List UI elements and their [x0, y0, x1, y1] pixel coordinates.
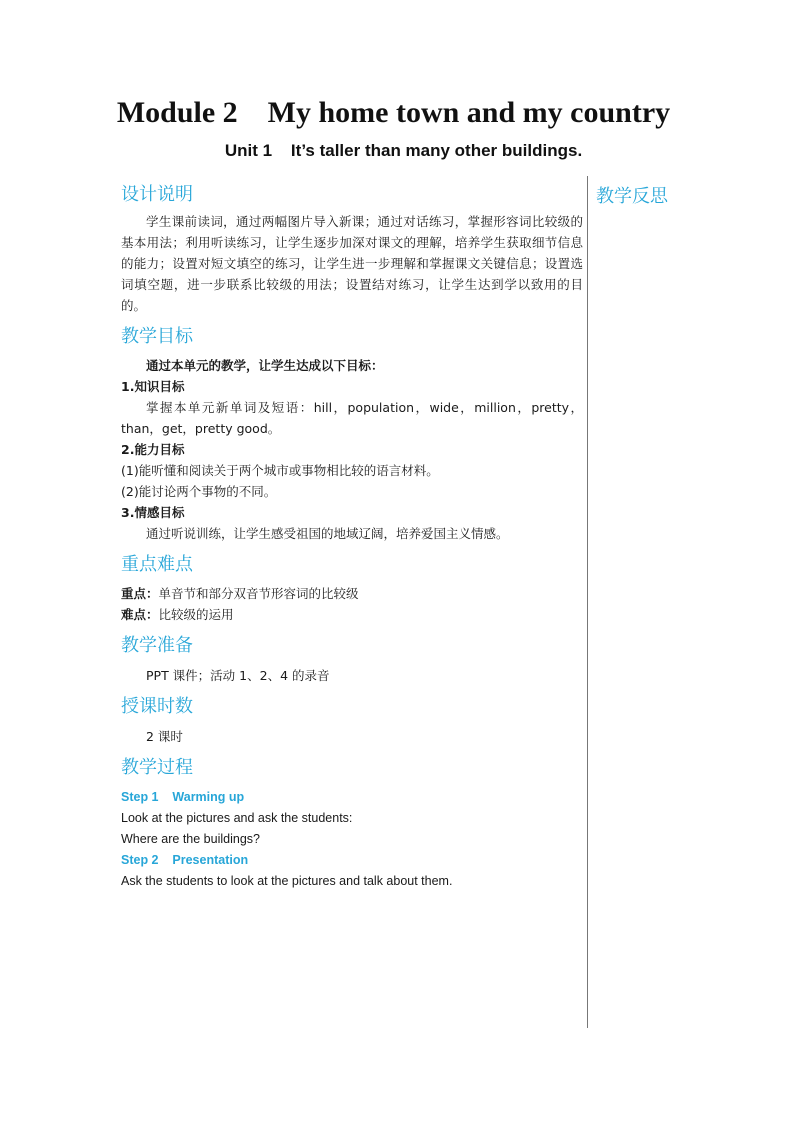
- step-1-label: Step 1 Warming up: [121, 790, 245, 804]
- ability-label: 2.能力目标: [121, 442, 185, 457]
- column-divider: [587, 176, 588, 1028]
- difficult-point-line: [121, 604, 583, 625]
- process-heading: 教学过程: [121, 757, 193, 778]
- lesson-plan-body: [121, 182, 583, 892]
- design-text: 学生课前读词，通过两幅图片导入新课；通过对话练习，掌握形容词比较级的基本用法；利用听读练习，让学生逐步加深对课文的理解，培养学生获取细节信息的能力；设置对短文填空的练习，让学生进一步理解和掌握课文关键信息；设置选词填空题，进一步联系比较级的用法；设置结对练习，让学生达到学以致用的目的。: [121, 214, 583, 313]
- key-point-line: [121, 583, 583, 604]
- step-2-line-1: Ask the students to look at the pictures and talk about them.: [121, 874, 453, 888]
- hours-text: 2 课时: [146, 729, 183, 744]
- knowledge-text: 掌握本单元新单词及短语：hill，population，wide，million，pretty，than，get，pretty good。: [121, 400, 583, 436]
- reflection-heading: 教学反思: [596, 186, 668, 207]
- unit-subtitle: Unit 1 It’s taller than many other buildings.: [224, 141, 583, 160]
- preparation-text: PPT 课件；活动 1、2、4 的录音: [146, 668, 330, 683]
- objectives-intro: 通过本单元的教学，让学生达成以下目标：: [146, 358, 384, 373]
- module-title: Module 2 My home town and my country: [116, 96, 671, 129]
- step-2-label: Step 2 Presentation: [121, 853, 249, 867]
- knowledge-label: 1.知识目标: [121, 379, 185, 394]
- key-points-heading: 重点难点: [121, 554, 193, 575]
- step-1-line-1: Look at the pictures and ask the students:: [121, 811, 353, 825]
- hours-heading: 授课时数: [121, 696, 193, 717]
- step-1-line-2: Where are the buildings?: [121, 832, 260, 846]
- design-heading: 设计说明: [121, 184, 193, 205]
- ability-item-2: (2)能讨论两个事物的不同。: [121, 484, 277, 499]
- difficult-point-text: 比较级的运用: [158, 607, 234, 622]
- ability-item-1: (1)能听懂和阅读关于两个城市或事物相比较的语言材料。: [121, 463, 439, 478]
- key-point-label: 重点：: [121, 586, 159, 601]
- difficult-point-label: 难点：: [121, 607, 159, 622]
- objectives-heading: 教学目标: [121, 326, 193, 347]
- key-point-text: 单音节和部分双音节形容词的比较级: [158, 586, 359, 601]
- preparation-heading: 教学准备: [121, 635, 193, 656]
- emotion-text: 通过听说训练，让学生感受祖国的地域辽阔，培养爱国主义情感。: [146, 526, 509, 541]
- emotion-label: 3.情感目标: [121, 505, 185, 520]
